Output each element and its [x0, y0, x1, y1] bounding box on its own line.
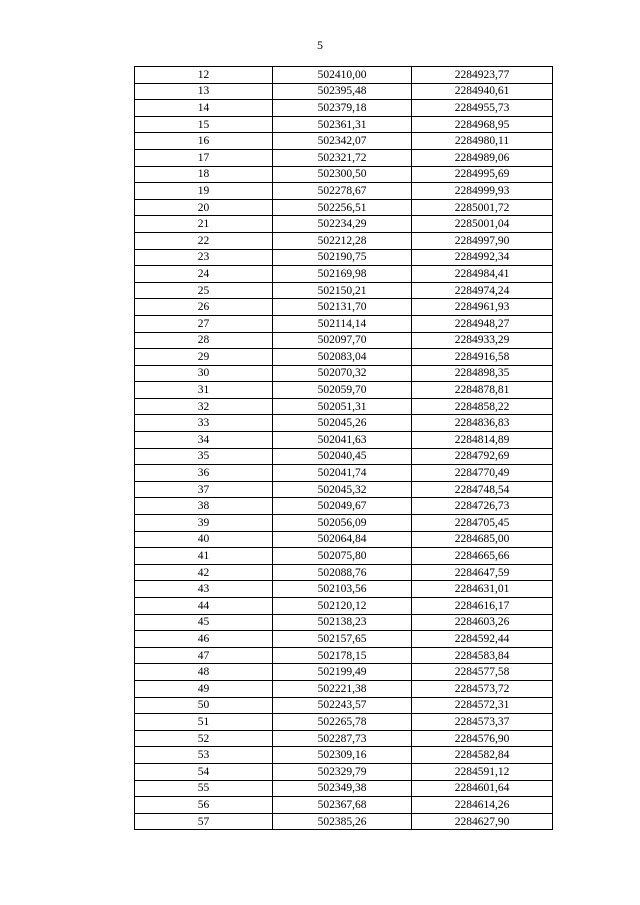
y-coordinate-cell: 2285001,04: [412, 216, 553, 233]
table-row: [135, 465, 553, 482]
y-coordinate-cell: 2284992,34: [412, 249, 553, 266]
x-coordinate-cell: 502114,14: [273, 315, 412, 332]
y-coordinate-cell: 2284627,90: [412, 813, 553, 830]
point-number-cell: 34: [135, 432, 273, 449]
y-coordinate-cell: 2284705,45: [412, 515, 553, 532]
x-coordinate-cell: 502278,67: [273, 183, 412, 200]
table-row: [135, 332, 553, 349]
table-row: [135, 183, 553, 200]
y-coordinate-cell: 2284614,26: [412, 797, 553, 814]
x-coordinate-cell: 502300,50: [273, 166, 412, 183]
point-number-cell: 18: [135, 166, 273, 183]
table-row: [135, 780, 553, 797]
y-coordinate-cell: 2284997,90: [412, 232, 553, 249]
y-coordinate-cell: 2284576,90: [412, 730, 553, 747]
x-coordinate-cell: 502309,16: [273, 747, 412, 764]
y-coordinate-cell: 2284685,00: [412, 531, 553, 548]
point-number-cell: 32: [135, 398, 273, 415]
table-row: [135, 83, 553, 100]
y-coordinate-cell: 2284601,64: [412, 780, 553, 797]
table-row: [135, 299, 553, 316]
table-row: [135, 282, 553, 299]
table-row: [135, 432, 553, 449]
point-number-cell: 38: [135, 498, 273, 515]
x-coordinate-cell: 502379,18: [273, 100, 412, 117]
table-row: [135, 116, 553, 133]
x-coordinate-cell: 502083,04: [273, 349, 412, 366]
y-coordinate-cell: 2284748,54: [412, 481, 553, 498]
y-coordinate-cell: 2285001,72: [412, 199, 553, 216]
table-row: [135, 498, 553, 515]
x-coordinate-cell: 502138,23: [273, 614, 412, 631]
x-coordinate-cell: 502342,07: [273, 133, 412, 150]
y-coordinate-cell: 2284770,49: [412, 465, 553, 482]
x-coordinate-cell: 502321,72: [273, 149, 412, 166]
x-coordinate-cell: 502059,70: [273, 382, 412, 399]
table-row: [135, 166, 553, 183]
y-coordinate-cell: 2284955,73: [412, 100, 553, 117]
y-coordinate-cell: 2284814,89: [412, 432, 553, 449]
point-number-cell: 19: [135, 183, 273, 200]
point-number-cell: 35: [135, 448, 273, 465]
point-number-cell: 41: [135, 548, 273, 565]
x-coordinate-cell: 502410,00: [273, 67, 412, 84]
x-coordinate-cell: 502234,29: [273, 216, 412, 233]
point-number-cell: 16: [135, 133, 273, 150]
y-coordinate-cell: 2284573,72: [412, 680, 553, 697]
x-coordinate-cell: 502265,78: [273, 714, 412, 731]
x-coordinate-cell: 502075,80: [273, 548, 412, 565]
table-row: [135, 714, 553, 731]
x-coordinate-cell: 502329,79: [273, 763, 412, 780]
y-coordinate-cell: 2284665,66: [412, 548, 553, 565]
point-number-cell: 25: [135, 282, 273, 299]
x-coordinate-cell: 502040,45: [273, 448, 412, 465]
x-coordinate-cell: 502212,28: [273, 232, 412, 249]
table-row: [135, 266, 553, 283]
y-coordinate-cell: 2284984,41: [412, 266, 553, 283]
table-row: [135, 232, 553, 249]
table-row: [135, 763, 553, 780]
y-coordinate-cell: 2284592,44: [412, 631, 553, 648]
table-row: [135, 813, 553, 830]
table-row: [135, 614, 553, 631]
y-coordinate-cell: 2284577,58: [412, 664, 553, 681]
point-number-cell: 49: [135, 680, 273, 697]
point-number-cell: 13: [135, 83, 273, 100]
table-row: [135, 199, 553, 216]
y-coordinate-cell: 2284878,81: [412, 382, 553, 399]
point-number-cell: 56: [135, 797, 273, 814]
point-number-cell: 53: [135, 747, 273, 764]
point-number-cell: 54: [135, 763, 273, 780]
table-row: [135, 631, 553, 648]
table-row: [135, 730, 553, 747]
table-row: [135, 365, 553, 382]
table-row: [135, 382, 553, 399]
y-coordinate-cell: 2284583,84: [412, 647, 553, 664]
point-number-cell: 45: [135, 614, 273, 631]
table-row: [135, 67, 553, 84]
point-number-cell: 36: [135, 465, 273, 482]
x-coordinate-cell: 502064,84: [273, 531, 412, 548]
table-row: [135, 398, 553, 415]
x-coordinate-cell: 502361,31: [273, 116, 412, 133]
point-number-cell: 31: [135, 382, 273, 399]
y-coordinate-cell: 2284792,69: [412, 448, 553, 465]
table-row: [135, 598, 553, 615]
page-number: 5: [317, 38, 323, 52]
x-coordinate-cell: 502150,21: [273, 282, 412, 299]
table-row: [135, 249, 553, 266]
x-coordinate-cell: 502131,70: [273, 299, 412, 316]
point-number-cell: 28: [135, 332, 273, 349]
table-row: [135, 581, 553, 598]
x-coordinate-cell: 502221,38: [273, 680, 412, 697]
y-coordinate-cell: 2284974,24: [412, 282, 553, 299]
y-coordinate-cell: 2284898,35: [412, 365, 553, 382]
y-coordinate-cell: 2284858,22: [412, 398, 553, 415]
point-number-cell: 27: [135, 315, 273, 332]
x-coordinate-cell: 502088,76: [273, 564, 412, 581]
y-coordinate-cell: 2284631,01: [412, 581, 553, 598]
point-number-cell: 12: [135, 67, 273, 84]
point-number-cell: 33: [135, 415, 273, 432]
coordinates-table: [134, 66, 553, 830]
x-coordinate-cell: 502041,63: [273, 432, 412, 449]
table-row: [135, 747, 553, 764]
table-row: [135, 216, 553, 233]
y-coordinate-cell: 2284647,59: [412, 564, 553, 581]
x-coordinate-cell: 502051,31: [273, 398, 412, 415]
y-coordinate-cell: 2284836,83: [412, 415, 553, 432]
x-coordinate-cell: 502056,09: [273, 515, 412, 532]
y-coordinate-cell: 2284603,26: [412, 614, 553, 631]
x-coordinate-cell: 502287,73: [273, 730, 412, 747]
y-coordinate-cell: 2284989,06: [412, 149, 553, 166]
y-coordinate-cell: 2284948,27: [412, 315, 553, 332]
y-coordinate-cell: 2284572,31: [412, 697, 553, 714]
table-row: [135, 100, 553, 117]
point-number-cell: 48: [135, 664, 273, 681]
point-number-cell: 46: [135, 631, 273, 648]
x-coordinate-cell: 502199,49: [273, 664, 412, 681]
table-row: [135, 531, 553, 548]
y-coordinate-cell: 2284582,84: [412, 747, 553, 764]
y-coordinate-cell: 2284999,93: [412, 183, 553, 200]
point-number-cell: 51: [135, 714, 273, 731]
y-coordinate-cell: 2284968,95: [412, 116, 553, 133]
table-row: [135, 315, 553, 332]
point-number-cell: 42: [135, 564, 273, 581]
x-coordinate-cell: 502045,32: [273, 481, 412, 498]
table-row: [135, 481, 553, 498]
y-coordinate-cell: 2284933,29: [412, 332, 553, 349]
y-coordinate-cell: 2284573,37: [412, 714, 553, 731]
point-number-cell: 17: [135, 149, 273, 166]
point-number-cell: 21: [135, 216, 273, 233]
point-number-cell: 50: [135, 697, 273, 714]
x-coordinate-cell: 502049,67: [273, 498, 412, 515]
table-row: [135, 415, 553, 432]
x-coordinate-cell: 502070,32: [273, 365, 412, 382]
point-number-cell: 37: [135, 481, 273, 498]
point-number-cell: 20: [135, 199, 273, 216]
table-row: [135, 448, 553, 465]
table-row: [135, 680, 553, 697]
y-coordinate-cell: 2284591,12: [412, 763, 553, 780]
point-number-cell: 52: [135, 730, 273, 747]
table-row: [135, 515, 553, 532]
table-row: [135, 647, 553, 664]
table-row: [135, 548, 553, 565]
point-number-cell: 30: [135, 365, 273, 382]
x-coordinate-cell: 502041,74: [273, 465, 412, 482]
point-number-cell: 43: [135, 581, 273, 598]
point-number-cell: 14: [135, 100, 273, 117]
x-coordinate-cell: 502178,15: [273, 647, 412, 664]
point-number-cell: 26: [135, 299, 273, 316]
y-coordinate-cell: 2284726,73: [412, 498, 553, 515]
y-coordinate-cell: 2284940,61: [412, 83, 553, 100]
y-coordinate-cell: 2284923,77: [412, 67, 553, 84]
point-number-cell: 15: [135, 116, 273, 133]
table-row: [135, 133, 553, 150]
table-row: [135, 697, 553, 714]
table-row: [135, 664, 553, 681]
y-coordinate-cell: 2284616,17: [412, 598, 553, 615]
table-row: [135, 564, 553, 581]
x-coordinate-cell: 502190,75: [273, 249, 412, 266]
point-number-cell: 57: [135, 813, 273, 830]
x-coordinate-cell: 502367,68: [273, 797, 412, 814]
point-number-cell: 22: [135, 232, 273, 249]
x-coordinate-cell: 502243,57: [273, 697, 412, 714]
point-number-cell: 47: [135, 647, 273, 664]
coordinates-table-body: [135, 67, 553, 830]
x-coordinate-cell: 502157,65: [273, 631, 412, 648]
x-coordinate-cell: 502120,12: [273, 598, 412, 615]
table-row: [135, 149, 553, 166]
point-number-cell: 55: [135, 780, 273, 797]
x-coordinate-cell: 502256,51: [273, 199, 412, 216]
point-number-cell: 23: [135, 249, 273, 266]
y-coordinate-cell: 2284995,69: [412, 166, 553, 183]
point-number-cell: 40: [135, 531, 273, 548]
point-number-cell: 44: [135, 598, 273, 615]
x-coordinate-cell: 502097,70: [273, 332, 412, 349]
x-coordinate-cell: 502103,56: [273, 581, 412, 598]
x-coordinate-cell: 502045,26: [273, 415, 412, 432]
x-coordinate-cell: 502395,48: [273, 83, 412, 100]
y-coordinate-cell: 2284916,58: [412, 349, 553, 366]
point-number-cell: 29: [135, 349, 273, 366]
x-coordinate-cell: 502385,26: [273, 813, 412, 830]
point-number-cell: 24: [135, 266, 273, 283]
x-coordinate-cell: 502349,38: [273, 780, 412, 797]
y-coordinate-cell: 2284961,93: [412, 299, 553, 316]
table-row: [135, 797, 553, 814]
y-coordinate-cell: 2284980,11: [412, 133, 553, 150]
x-coordinate-cell: 502169,98: [273, 266, 412, 283]
table-row: [135, 349, 553, 366]
point-number-cell: 39: [135, 515, 273, 532]
